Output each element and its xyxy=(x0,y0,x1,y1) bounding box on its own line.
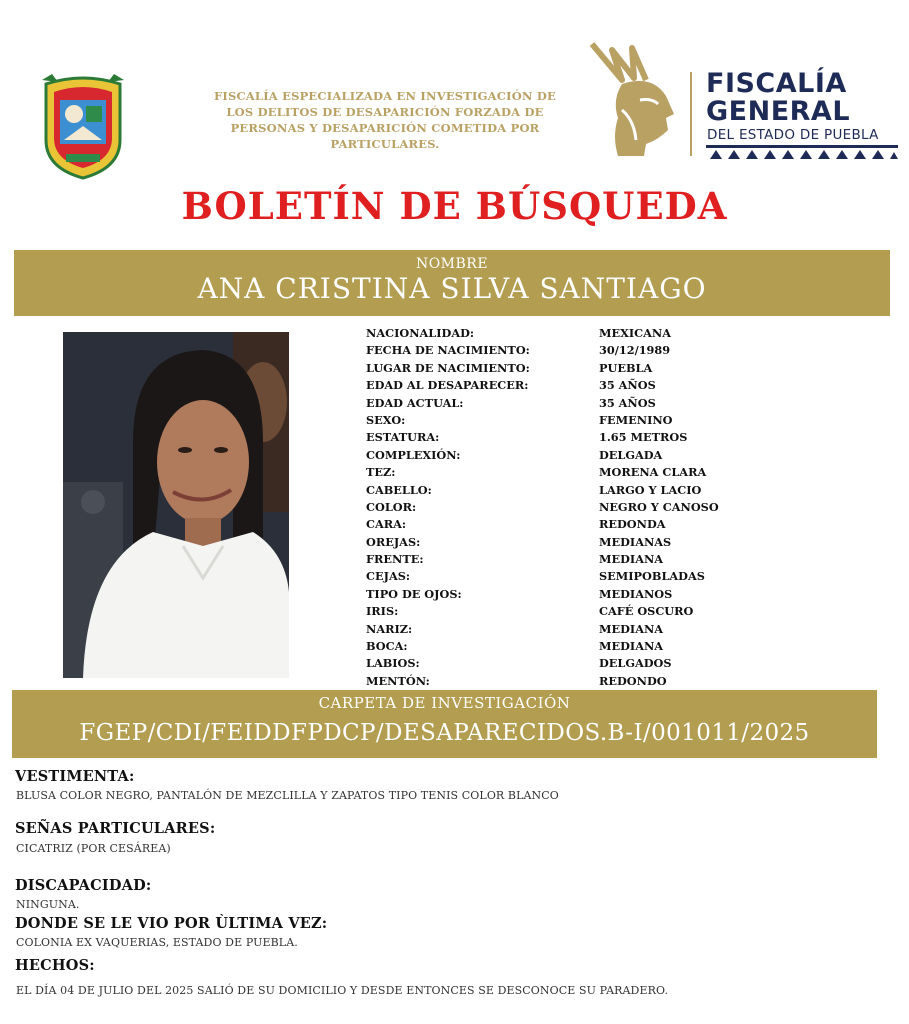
detail-label: OREJAS: xyxy=(366,534,421,549)
detail-row xyxy=(366,482,786,499)
detail-row xyxy=(366,673,786,690)
detail-value: NEGRO Y CANOSO xyxy=(599,499,719,514)
detail-label: CARA: xyxy=(366,517,407,532)
detail-value: MEDIANA xyxy=(599,639,664,654)
detail-value: 35 AÑOS xyxy=(599,395,656,410)
detail-value: REDONDO xyxy=(599,673,667,688)
detail-row xyxy=(366,395,786,412)
agency-line: PARTICULARES. xyxy=(330,137,440,151)
name-band xyxy=(14,250,890,316)
detail-value: 30/12/1989 xyxy=(599,343,671,358)
detail-label: FRENTE: xyxy=(366,552,424,567)
detail-label: MENTÓN: xyxy=(366,673,430,688)
detail-row xyxy=(366,586,786,603)
detail-label: BOCA: xyxy=(366,639,408,654)
detail-label: TEZ: xyxy=(366,465,396,480)
agency-name xyxy=(200,88,570,152)
detail-value: MEXICANA xyxy=(599,326,672,340)
detail-label: IRIS: xyxy=(366,604,399,619)
detail-value: 1.65 METROS xyxy=(599,430,688,445)
physical-details xyxy=(366,325,786,690)
facts-text: EL DÍA 04 DE JULIO DEL 2025 SALIÓ DE SU DOMICILIO Y DESDE ENTONCES SE DESCONOCE SU PARADERO. xyxy=(16,984,669,997)
logo-divider xyxy=(690,72,692,156)
detail-value: MEDIANA xyxy=(599,552,664,567)
detail-row xyxy=(366,499,786,516)
missing-person-photo xyxy=(63,332,289,678)
detail-value: REDONDA xyxy=(599,517,666,532)
detail-row xyxy=(366,655,786,672)
agency-line: PERSONAS Y DESAPARICIÓN COMETIDA POR xyxy=(230,121,540,135)
decorative-border-icon xyxy=(706,145,898,159)
detail-label: LABIOS: xyxy=(366,656,420,671)
investigation-case-band xyxy=(12,690,877,758)
detail-label: CEJAS: xyxy=(366,569,411,584)
detail-label: EDAD AL DESAPARECER: xyxy=(366,378,529,393)
detail-row xyxy=(366,377,786,394)
case-label: CARPETA DE INVESTIGACIÓN xyxy=(318,694,571,712)
detail-value: DELGADA xyxy=(599,447,663,462)
facts-heading: HECHOS: xyxy=(15,957,95,974)
fiscalia-profile-logo-icon xyxy=(582,40,682,158)
detail-label: CABELLO: xyxy=(366,482,432,497)
agency-line: FISCALÍA ESPECIALIZADA EN INVESTIGACIÓN DE xyxy=(214,89,556,103)
detail-label: LUGAR DE NACIMIENTO: xyxy=(366,360,530,375)
case-number: FGEP/CDI/FEIDDFPDCP/DESAPARECIDOS.B-I/001011/2025 xyxy=(79,720,810,746)
detail-row xyxy=(366,603,786,620)
detail-value: CAFÉ OSCURO xyxy=(599,604,694,619)
detail-row xyxy=(366,325,786,342)
detail-value: SEMIPOBLADAS xyxy=(599,569,705,584)
logo-text-state: DEL ESTADO DE PUEBLA xyxy=(707,127,879,143)
detail-label: SEXO: xyxy=(366,412,406,427)
detail-row xyxy=(366,342,786,359)
logo-text-fiscalia: FISCALÍA xyxy=(706,68,847,99)
detail-row xyxy=(366,638,786,655)
detail-row xyxy=(366,412,786,429)
detail-label: COMPLEXIÓN: xyxy=(366,447,461,462)
detail-value: FEMENINO xyxy=(599,412,673,427)
bulletin-title: BOLETÍN DE BÚSQUEDA xyxy=(181,184,728,228)
detail-label: FECHA DE NACIMIENTO: xyxy=(366,343,530,358)
detail-row xyxy=(366,534,786,551)
detail-label: NARIZ: xyxy=(366,621,413,636)
detail-label: ESTATURA: xyxy=(366,430,440,445)
disability-text: NINGUNA. xyxy=(16,898,80,911)
disability-heading: DISCAPACIDAD: xyxy=(15,877,152,894)
detail-value: MEDIANAS xyxy=(599,534,672,549)
state-coat-of-arms-icon xyxy=(38,70,128,180)
clothing-heading: VESTIMENTA: xyxy=(15,768,135,785)
detail-row xyxy=(366,429,786,446)
person-name: ANA CRISTINA SILVA SANTIAGO xyxy=(197,272,707,305)
last-seen-text: COLONIA EX VAQUERIAS, ESTADO DE PUEBLA. xyxy=(16,936,298,949)
last-seen-heading: DONDE SE LE VIO POR ÙLTIMA VEZ: xyxy=(15,915,328,932)
detail-value: LARGO Y LACIO xyxy=(599,482,702,497)
detail-value: 35 AÑOS xyxy=(599,378,656,393)
detail-value: MEDIANA xyxy=(599,621,664,636)
detail-value: PUEBLA xyxy=(599,360,653,375)
detail-row xyxy=(366,516,786,533)
detail-value: MEDIANOS xyxy=(599,586,673,601)
detail-row xyxy=(366,360,786,377)
detail-row xyxy=(366,568,786,585)
detail-label: EDAD ACTUAL: xyxy=(366,395,464,410)
detail-label: COLOR: xyxy=(366,499,417,514)
marks-text: CICATRIZ (POR CESÁREA) xyxy=(16,842,171,855)
detail-value: DELGADOS xyxy=(599,656,672,671)
detail-label: TIPO DE OJOS: xyxy=(366,586,462,601)
detail-label: NACIONALIDAD: xyxy=(366,326,475,340)
clothing-text: BLUSA COLOR NEGRO, PANTALÓN DE MEZCLILLA Y ZAPATOS TIPO TENIS COLOR BLANCO xyxy=(16,789,559,802)
detail-row xyxy=(366,621,786,638)
detail-row xyxy=(366,551,786,568)
agency-line: LOS DELITOS DE DESAPARICIÓN FORZADA DE xyxy=(226,105,544,119)
detail-value: MORENA CLARA xyxy=(599,465,707,480)
detail-row xyxy=(366,464,786,481)
logo-text-general: GENERAL xyxy=(706,96,851,127)
marks-heading: SEÑAS PARTICULARES: xyxy=(15,820,216,837)
detail-row xyxy=(366,447,786,464)
name-label: NOMBRE xyxy=(415,256,489,272)
